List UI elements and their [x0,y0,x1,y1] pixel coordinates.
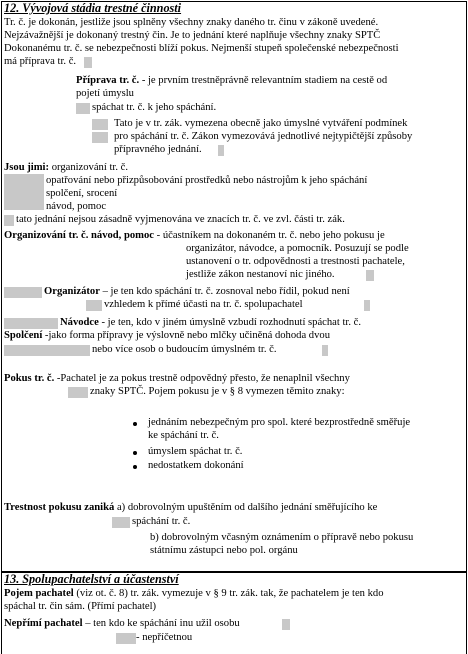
jsou-jimi-item-2: opatřování nebo přizpůsobování prostředků nebo nástrojům k jeho spáchání [46,175,368,186]
jsou-jimi-item-3: spolčení, srocení [46,188,118,199]
pokus-bullet-2: úmyslem spáchat tr. č. [148,446,243,457]
priprava-line-3: spáchat tr. č. k jeho spáchání. [92,102,217,113]
organizovani-term: Organizování tr. č. návod, pomoc [4,230,154,241]
pachatel-text-1: (viz ot. č. 8) tr. zák. vymezuje v § 9 tr. zák. tak, že pachatelem je ten kdo [76,588,384,599]
section-12-heading: 12. Vývojová stádia trestné činnosti [4,1,182,15]
pokus-text-2: znaky SPTČ. Pojem pokusu je v § 8 vymezen těmito znaky: [90,386,345,397]
neprimi-text-2-word: nepříčetnou [142,632,193,643]
jsou-jimi-item-1: organizování tr. č. [51,162,128,173]
intro-line-1: Tr. č. je dokonán, jestliže jsou splněny všechny znaky daného tr. činu v zákoně uvedené. [4,17,379,28]
pokus-text-1: -Pachatel je za pokus trestně odpovědný přesto, že nenaplnil všechny [56,373,350,384]
highlight-mark [322,345,328,356]
organizator-term: Organizátor [44,286,100,297]
organizovani-text-4: jestliže zákon nestanoví nic jiného. [186,269,335,280]
zanik-a-2: spáchání tr. č. [132,516,191,527]
priprava-line-6: přípravného jednání. [114,144,202,155]
organizator-line-1 [44,286,350,298]
spolceni-term: Spolčení [4,330,43,341]
zanik-b-1: b) dobrovolným včasným oznámením o přípravě nebo pokusu [150,532,414,543]
intro-line-2: Nejzávažnější je dokonaný trestný čin. Je to jednání které naplňuje všechny znaky SPTČ [4,30,381,41]
bullet-icon [133,422,137,426]
pokus-line-1 [4,373,350,386]
neprimi-term: Nepřímí pachatel [4,618,83,629]
pachatel-term: Pojem pachatel [4,588,74,599]
pachatel-line-1 [4,588,384,600]
zanik-a-1: a) dobrovolným upuštěním od dalšího jednání směřujícího ke [116,502,378,513]
neprimi-text-2: - nepříčetnou [136,632,193,643]
intro-line-3: Dokonanému tr. č. se nebezpečnosti blíží pokus. Nejmenší stupeň společenské nebezpečnosti [4,43,399,54]
highlight-mark [68,387,88,398]
section-13-heading: 13. Spolupachatelství a účastenství [4,572,179,586]
jsou-jimi-item-5: tato jednání nejsou zásadně vyjmenována ve znacích tr. č. ve zvl. části tr. zák. [16,214,345,225]
highlight-mark [366,270,374,281]
organizovani-text-1: - účastníkem na dokonaném tr. č. nebo jeho pokusu je [156,230,385,241]
priprava-line-2: pojetí úmyslu [76,88,134,99]
zanik-b-2: státnímu zástupci nebo pol. orgánu [150,545,298,556]
highlight-mark [282,619,290,630]
spolceni-text-1: -jako forma přípravy je výslovně nebo mlčky učiněná dohoda dvou [44,330,330,341]
highlight-mark [218,145,224,156]
highlight-mark [4,287,42,298]
highlight-mark [4,345,90,356]
priprava-term: Příprava tr. č. [76,75,140,86]
organizovani-line-1 [4,230,385,243]
organizator-text-2: vzhledem k přímé účasti na tr. č. spolupachatel [104,299,303,310]
zanik-term: Trestnost pokusu zaniká [4,502,115,513]
highlight-mark [76,103,90,114]
highlight-mark [364,300,370,311]
pokus-term: Pokus tr. č. [4,373,55,384]
neprimi-text-1: – ten kdo ke spáchání inu užil osobu [85,618,240,629]
organizovani-text-2: organizátor, návodce, a pomocník. Posuzují se podle [186,243,409,254]
highlight-mark [4,174,44,210]
neprimi-line-1 [4,618,240,630]
highlight-mark [116,633,136,644]
spolceni-text-2: nebo více osob o budoucím úmyslném tr. č. [92,344,277,355]
organizovani-text-3: ustanovení o tr. odpovědnosti a trestnosti pachatele, [186,256,405,267]
pokus-bullet-1b: ke spáchání tr. č. [148,430,219,441]
jsou-jimi-item-4: návod, pomoc [46,201,107,212]
navodce-text-1: - je ten, kdo v jiném úmyslně vzbudí rozhodnutí spáchat tr. č. [101,317,361,328]
highlight-mark [84,57,92,68]
bullet-icon [133,451,137,455]
intro-line-4: má příprava tr. č. [4,56,77,67]
navodce-line-1 [60,317,361,330]
highlight-mark [92,132,108,143]
highlight-mark [92,119,108,130]
jsou-jimi-term: Jsou jimi: [4,162,50,173]
organizator-text-1: – je ten kdo spáchání tr. č. zosnoval nebo řídil, pokud není [102,286,350,297]
zanik-line-1 [4,502,377,515]
highlight-mark [86,300,102,311]
highlight-mark [112,517,130,528]
spolceni-line-1 [4,330,330,343]
priprava-line-1 [76,75,387,88]
highlight-mark [4,215,14,226]
priprava-line-4: Tato je v tr. zák. vymezena obecně jako úmyslné vytváření podmínek [114,118,408,129]
priprava-line-5: pro spáchání tr. č. Zákon vymezovává jednotlivé nejtypičtější způsoby [114,131,413,142]
bullet-icon [133,465,137,469]
pokus-bullet-3: nedostatkem dokonání [148,460,244,471]
pokus-bullet-1a: jednáním nebezpečným pro spol. které bezprostředně směřuje [148,417,411,428]
navodce-term: Návodce [60,317,99,328]
priprava-def-1: - je prvním trestněprávně relevantním stadiem na cestě od [141,75,388,86]
highlight-mark [4,318,58,329]
pachatel-text-2: spáchal tr. čin sám. (Přímí pachatel) [4,601,157,612]
